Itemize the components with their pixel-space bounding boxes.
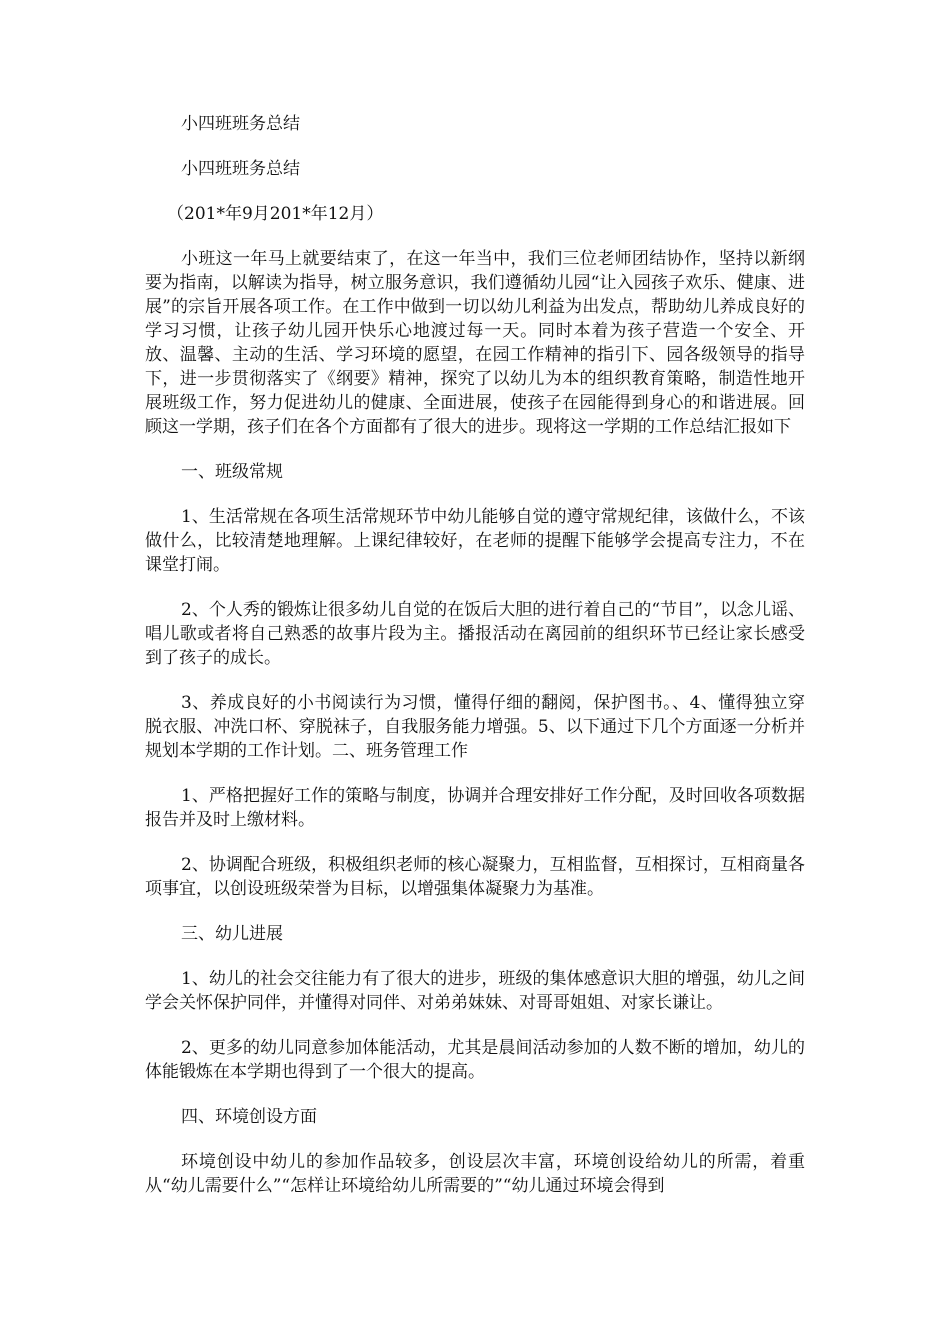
document-title: 小四班班务总结 <box>181 114 300 134</box>
routine-item-3: 3、养成良好的小书阅读行为习惯，懂得仔细的翻阅，保护图书。、4、懂得独立穿脱衣服、冲洗口杯、穿脱袜子，自我服务能力增强。5、以下通过下几个方面逐一分析并规划本学期的工作计划。二、班务管理工作 <box>145 693 805 761</box>
intro-paragraph: 小班这一年马上就要结束了，在这一年当中，我们三位老师团结协作，坚持以新纲要为指南，以解读为指导，树立服务意识，我们遵循幼儿园“让入园孩子欢乐、健康、进展”的宗旨开展各项工作。在工作中做到一切以幼儿利益为出发点，帮助幼儿养成良好的学习习惯，让孩子幼儿园开快乐心地渡过每一天。同时本着为孩子营造一个安全、开放、温馨、主动的生活、学习环境的愿望，在园工作精神的指引下、园各级领导的指导下，进一步贯彻落实了《纲要》精神，探究了以幼儿为本的组织教育策略，制造性地开展班级工作，努力促进幼儿的健康、全面进展，使孩子在园能得到身心的和谐进展。回顾这一学期，孩子们在各个方面都有了很大的进步。现将这一学期的工作总结汇报如下 <box>145 249 805 437</box>
section-heading-environment: 四、环境创设方面 <box>181 1107 317 1127</box>
routine-item-2: 2、个人秀的锻炼让很多幼儿自觉的在饭后大胆的进行着自己的“节目”，以念儿谣、唱儿歌或者将自己熟悉的故事片段为主。播报活动在离园前的组织环节已经让家长感受到了孩子的成长。 <box>145 600 805 668</box>
section-heading-child-development: 三、幼儿进展 <box>181 924 283 944</box>
document-body <box>145 112 805 1219</box>
date-range: （201*年9月201*年12月） <box>167 204 384 224</box>
document-subtitle: 小四班班务总结 <box>181 159 300 179</box>
development-item-2: 2、更多的幼儿同意参加体能活动，尤其是晨间活动参加的人数不断的增加，幼儿的体能锻炼在本学期也得到了一个很大的提高。 <box>145 1038 805 1082</box>
management-item-1: 1、严格把握好工作的策略与制度，协调并合理安排好工作分配，及时回收各项数据报告并及时上缴材料。 <box>145 786 805 830</box>
management-item-2: 2、协调配合班级，积极组织老师的核心凝聚力，互相监督，互相探讨，互相商量各项事宜，以创设班级荣誉为目标，以增强集体凝聚力为基准。 <box>145 855 805 899</box>
routine-item-1: 1、生活常规在各项生活常规环节中幼儿能够自觉的遵守常规纪律，该做什么，不该做什么，比较清楚地理解。上课纪律较好，在老师的提醒下能够学会提高专注力，不在课堂打闹。 <box>145 507 805 575</box>
development-item-1: 1、幼儿的社会交往能力有了很大的进步，班级的集体感意识大胆的增强，幼儿之间学会关怀保护同伴，并懂得对同伴、对弟弟妹妹、对哥哥姐姐、对家长谦让。 <box>145 969 805 1013</box>
environment-paragraph: 环境创设中幼儿的参加作品较多，创设层次丰富，环境创设给幼儿的所需，着重从“幼儿需要什么”“怎样让环境给幼儿所需要的”“幼儿通过环境会得到 <box>145 1152 805 1196</box>
section-heading-class-routine: 一、班级常规 <box>181 462 283 482</box>
